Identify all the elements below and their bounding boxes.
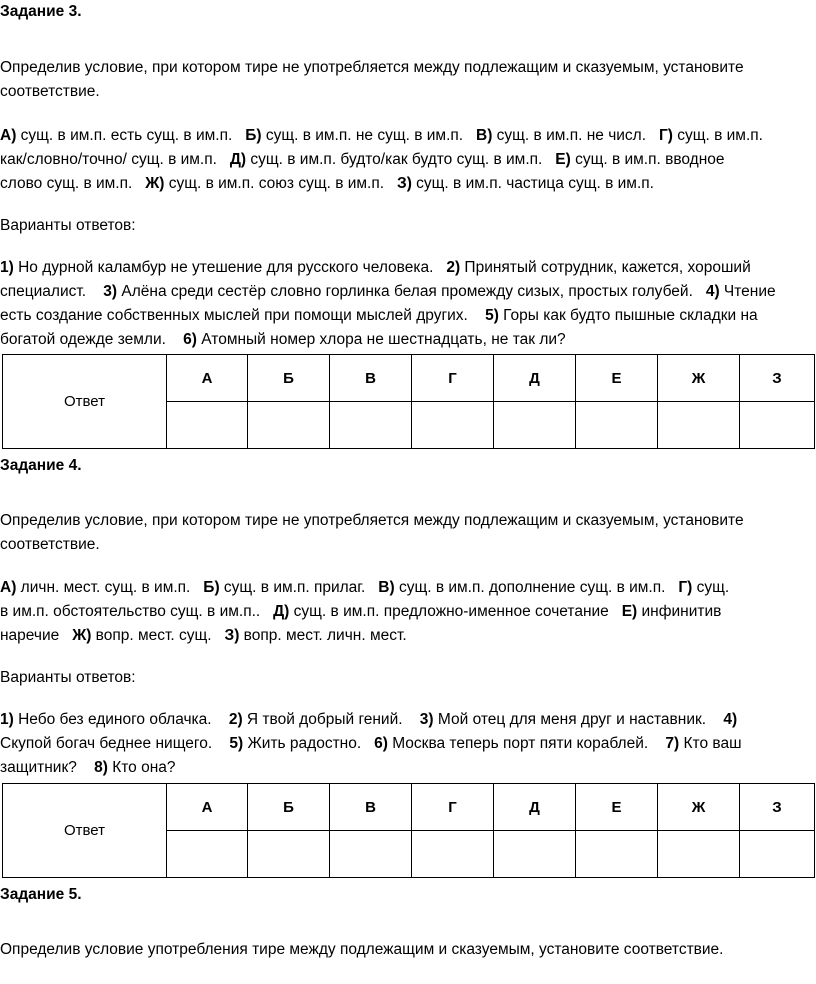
answer-cell[interactable]: [248, 402, 330, 449]
task4-title: Задание 4.: [0, 457, 82, 474]
task4-answers-line3: [0, 756, 812, 780]
task4-conditions: [0, 576, 812, 648]
column-header: Е: [576, 784, 658, 831]
condition-key: Г): [658, 127, 673, 144]
condition-key: Е): [555, 151, 571, 168]
answer-cell[interactable]: [167, 402, 248, 449]
answer-cell[interactable]: [330, 402, 412, 449]
task3-answers-line2: [0, 280, 812, 304]
condition-text: как/словно/точно/ сущ. в им.п.: [0, 151, 222, 168]
condition-text: личн. мест. сущ. в им.п.: [16, 579, 195, 596]
condition-text: вопр. мест. личн. мест.: [239, 627, 407, 644]
condition-text: сущ. в им.п. прилаг.: [219, 579, 370, 596]
condition-key: Б): [245, 127, 262, 144]
answer-text: Скупой богач беднее нищего.: [0, 735, 217, 752]
condition-key: Ж): [145, 175, 165, 192]
answer-number: 4): [705, 283, 720, 300]
answer-text: Небо без единого облачка.: [13, 711, 216, 728]
task3-instruction-line2: соответствие.: [0, 83, 100, 100]
answer-cell[interactable]: [412, 831, 494, 878]
answer-row-label: Ответ: [3, 784, 167, 878]
task3-conditions-line1: [0, 124, 812, 148]
answer-text: Москва теперь порт пяти кораблей.: [387, 735, 653, 752]
condition-key: Ж): [72, 627, 92, 644]
task4-variants-label: Варианты ответов:: [0, 669, 136, 686]
task4-conditions-line2: [0, 600, 812, 624]
task4-answers: [0, 708, 812, 780]
answer-text: Мой отец для меня друг и наставник.: [433, 711, 711, 728]
task3-conditions-line3: [0, 172, 812, 196]
answer-number: 5): [485, 307, 499, 324]
column-header: Д: [494, 355, 576, 402]
task5-instruction-line1: Определив условие употребления тире между подлежащим и сказуемым, установите соответствие.: [0, 941, 724, 958]
condition-key: Б): [203, 579, 220, 596]
task4-instruction-line2: соответствие.: [0, 536, 100, 553]
answer-cell[interactable]: [248, 831, 330, 878]
answer-text: специалист.: [0, 283, 91, 300]
column-header: В: [330, 355, 412, 402]
condition-key: Д): [273, 603, 290, 620]
answer-text: Горы как будто пышные складки на: [498, 307, 758, 324]
condition-key: В): [476, 127, 493, 144]
answer-text: защитник?: [0, 759, 82, 776]
answer-number: 6): [374, 735, 388, 752]
answer-row-label: Ответ: [3, 355, 167, 449]
condition-key: Е): [621, 603, 638, 620]
condition-text: сущ. в им.п. не числ.: [492, 127, 651, 144]
answer-number: 1): [0, 259, 14, 276]
task3-instruction: [0, 56, 812, 104]
column-header: Д: [494, 784, 576, 831]
condition-text: в им.п. обстоятельство сущ. в им.п..: [0, 603, 265, 620]
task3-conditions-line2: [0, 148, 812, 172]
condition-text: сущ. в им.п. союз сущ. в им.п.: [164, 175, 389, 192]
task3-answers-line3: [0, 304, 812, 328]
answer-text: Принятый сотрудник, кажется, хороший: [460, 259, 751, 276]
answer-cell[interactable]: [740, 831, 815, 878]
answer-cell[interactable]: [412, 402, 494, 449]
task4-answer-table: [2, 783, 815, 878]
answer-text: богатой одежде земли.: [0, 331, 171, 348]
condition-text: сущ.: [692, 579, 730, 596]
task5-instruction: [0, 938, 812, 962]
answer-number: 6): [183, 331, 197, 348]
condition-text: сущ. в им.п. не сущ. в им.п.: [261, 127, 468, 144]
column-header: А: [167, 784, 248, 831]
answer-number: 2): [228, 711, 243, 728]
condition-text: вопр. мест. сущ.: [91, 627, 216, 644]
column-header: В: [330, 784, 412, 831]
answer-number: 2): [446, 259, 461, 276]
column-header: Г: [412, 355, 494, 402]
column-header: Е: [576, 355, 658, 402]
answer-number: 4): [723, 711, 738, 728]
condition-key: З): [397, 175, 412, 192]
task4-instruction-line1: Определив условие, при котором тире не употребляется между подлежащим и сказуемым, установите: [0, 512, 744, 529]
answer-cell[interactable]: [658, 402, 740, 449]
condition-key: А): [0, 127, 17, 144]
column-header: А: [167, 355, 248, 402]
answer-cell[interactable]: [658, 831, 740, 878]
task3-title: Задание 3.: [0, 3, 82, 20]
answer-text: Кто ваш: [679, 735, 742, 752]
condition-text: слово сущ. в им.п.: [0, 175, 137, 192]
answer-text: есть создание собственных мыслей при помощи мыслей других.: [0, 307, 473, 324]
answer-text: Атомный номер хлора не шестнадцать, не так ли?: [196, 331, 566, 348]
answer-number: 1): [0, 711, 14, 728]
answer-cell[interactable]: [494, 402, 576, 449]
condition-text: сущ. в им.п. дополнение сущ. в им.п.: [394, 579, 670, 596]
condition-text: инфинитив: [637, 603, 722, 620]
answer-cell[interactable]: [494, 831, 576, 878]
answer-number: 8): [94, 759, 108, 776]
condition-text: сущ. в им.п. будто/как будто сущ. в им.п.: [246, 151, 547, 168]
condition-key: Г): [678, 579, 693, 596]
task4-conditions-line1: [0, 576, 812, 600]
task4-conditions-line3: [0, 624, 812, 648]
condition-text: сущ. в им.п. частица сущ. в им.п.: [411, 175, 654, 192]
condition-key: В): [378, 579, 395, 596]
column-header: Ж: [658, 784, 740, 831]
column-header: Б: [248, 784, 330, 831]
task4-answers-line1: [0, 708, 812, 732]
task3-conditions: [0, 124, 812, 196]
task3-answers: [0, 256, 812, 352]
answer-cell[interactable]: [576, 402, 658, 449]
answer-text: Я твой добрый гений.: [242, 711, 407, 728]
answer-text: Жить радостно.: [243, 735, 366, 752]
column-header: Ж: [658, 355, 740, 402]
answer-text: Чтение: [719, 283, 776, 300]
condition-key: Д): [229, 151, 247, 168]
condition-key: З): [224, 627, 240, 644]
answer-number: 3): [103, 283, 118, 300]
condition-key: А): [0, 579, 17, 596]
task5-title: Задание 5.: [0, 886, 82, 903]
column-header: Б: [248, 355, 330, 402]
column-header: Г: [412, 784, 494, 831]
answer-cell[interactable]: [740, 402, 815, 449]
task3-answers-line1: [0, 256, 812, 280]
task3-variants-label: Варианты ответов:: [0, 217, 136, 234]
answer-cell[interactable]: [167, 831, 248, 878]
condition-text: сущ. в им.п.: [672, 127, 763, 144]
task3-instruction-line1: Определив условие, при котором тире не употребляется между подлежащим и сказуемым, установите: [0, 59, 744, 76]
answer-text: Кто она?: [107, 759, 176, 776]
condition-text: сущ. в им.п. есть сущ. в им.п.: [16, 127, 237, 144]
answer-number: 3): [419, 711, 434, 728]
task4-instruction: [0, 509, 812, 557]
answer-cell[interactable]: [576, 831, 658, 878]
condition-text: сущ. в им.п. вводное: [570, 151, 725, 168]
condition-text: наречие: [0, 627, 64, 644]
answer-text: Но дурной каламбур не утешение для русского человека.: [13, 259, 438, 276]
task4-answers-line2: [0, 732, 812, 756]
answer-number: 7): [665, 735, 680, 752]
answer-cell[interactable]: [330, 831, 412, 878]
column-header: З: [740, 355, 815, 402]
task3-answer-table: [2, 354, 815, 449]
condition-text: сущ. в им.п. предложно-именное сочетание: [289, 603, 614, 620]
answer-number: 5): [229, 735, 244, 752]
column-header: З: [740, 784, 815, 831]
task3-answers-line4: [0, 328, 812, 352]
answer-text: Алёна среди сестёр словно горлинка белая промежду сизых, простых голубей.: [117, 283, 698, 300]
